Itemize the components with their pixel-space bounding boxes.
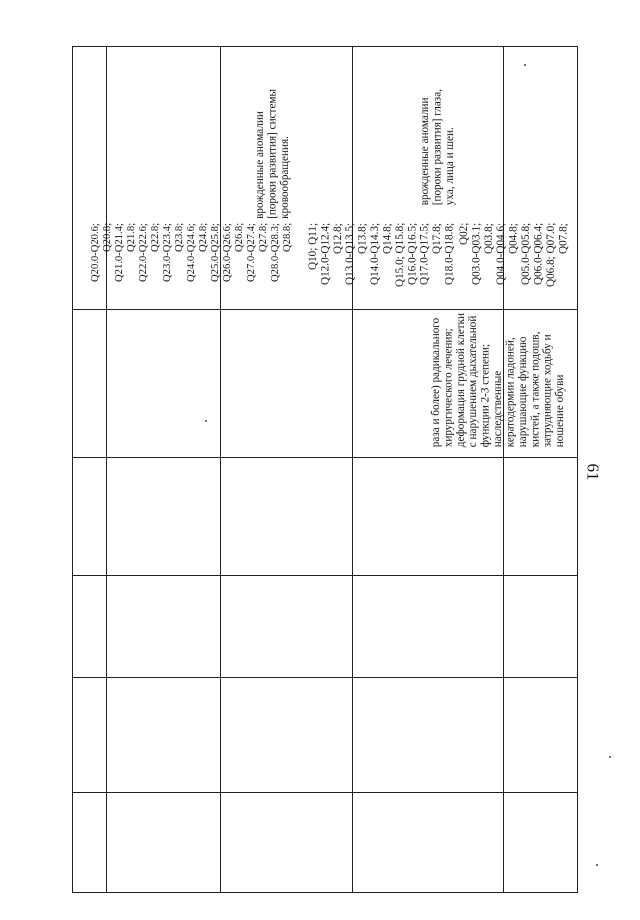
column-divider (106, 47, 107, 892)
document-table (72, 46, 578, 893)
icd-codes-lower: Q20.0-Q20.6; Q20.8; Q21.0-Q21.4; Q21.8; Q22.0-Q22.6; Q22.8; Q23.0-Q23.4; Q23.8; Q24.0-Q24.6; Q24.8; Q25.0-Q25.8; Q26.0-Q26.6; Q26.8; Q27.0-Q27.4; Q27.8; Q28.0-Q28.3; Q28.8; (90, 223, 293, 282)
page-number: 61 (583, 463, 603, 481)
row-divider (73, 309, 577, 310)
row-divider (73, 792, 577, 793)
column-divider (352, 47, 353, 892)
scan-speck (524, 64, 526, 66)
icd-codes-mid: Q10; Q11; Q12.0-Q12.4; Q12.8; Q13.0-Q13.5; Q13.8; Q14.0-Q14.3; Q14.8; Q15.0; Q15.8; Q16.0-Q16.5; Q17.0-Q17.5; Q17.8; Q18.0-Q18.8; (307, 223, 456, 288)
icd-codes-upper: Q02; Q03.0-Q03.1; Q03.8; Q04.0-Q04.6; Q04.8; Q05.0-Q05.8; Q06.0-Q06.4; Q06.8; Q07.0; Q07.8; (458, 223, 570, 288)
anomaly-name-circulatory: врожденные аномалии [пороки развития] системы кровообращения. (254, 89, 291, 219)
anomaly-name-face-neck: врожденные аномалии [пороки развития] глаза, уха, лица и шеи. (419, 89, 456, 206)
scan-speck (609, 756, 611, 758)
column-divider (503, 47, 504, 892)
row-divider (73, 457, 577, 458)
scan-speck (596, 864, 598, 866)
medical-indications-text: раза и более) радикального хирургического лечения; деформация грудной клетки с нарушением дыхательной функции 2-3 степени; наследственные кератодермии ладоней, нарушающие функцию кистей, а также подошв, затрудняющие ходьбу и ношение обуви (430, 313, 567, 448)
row-divider (73, 575, 577, 576)
column-divider (220, 47, 221, 892)
row-divider (73, 677, 577, 678)
scan-speck (205, 420, 207, 422)
